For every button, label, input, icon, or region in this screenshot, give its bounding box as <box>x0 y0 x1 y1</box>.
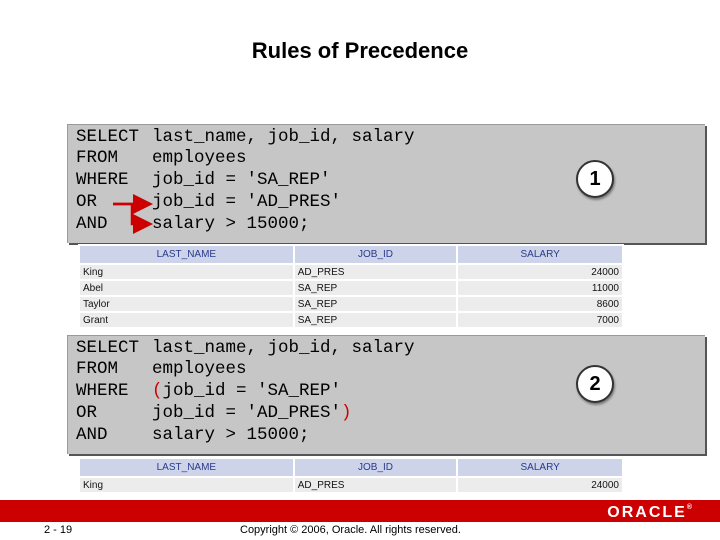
table-cell: 11000 <box>457 280 623 296</box>
column-header: LAST_NAME <box>79 458 294 477</box>
code-line: SELECT last_name, job_id, salary <box>76 127 415 147</box>
table-row <box>79 264 623 280</box>
table-row <box>79 296 623 312</box>
code-line: FROM employees <box>76 359 247 379</box>
table-row <box>79 280 623 296</box>
code-line: FROM employees <box>76 148 247 168</box>
oracle-logo: ORACLE® <box>607 504 692 521</box>
result-table-1 <box>78 244 624 329</box>
step-badge-1: 1 <box>576 160 614 198</box>
table-cell: King <box>79 264 294 280</box>
result-table-2 <box>78 457 624 494</box>
table-cell: 7000 <box>457 312 623 328</box>
table-cell: 8600 <box>457 296 623 312</box>
open-paren: ( <box>152 381 163 401</box>
table-cell: SA_REP <box>294 296 458 312</box>
code-line: SELECT last_name, job_id, salary <box>76 338 415 358</box>
code-line: WHERE job_id = 'SA_REP' <box>76 170 331 190</box>
table-cell: Taylor <box>79 296 294 312</box>
code-line: WHERE (job_id = 'SA_REP' <box>76 381 342 401</box>
table-header-row <box>79 458 623 477</box>
code-line: AND salary > 15000; <box>76 214 310 234</box>
copyright-text: Copyright © 2006, Oracle. All rights reserved. <box>240 524 461 536</box>
step-badge-2: 2 <box>576 365 614 403</box>
table-cell: SA_REP <box>294 280 458 296</box>
table-cell: King <box>79 477 294 493</box>
table-row <box>79 312 623 328</box>
table-cell: Abel <box>79 280 294 296</box>
column-header: SALARY <box>457 245 623 264</box>
table-cell: Grant <box>79 312 294 328</box>
column-header: JOB_ID <box>294 458 458 477</box>
table-cell: AD_PRES <box>294 264 458 280</box>
table-header-row <box>79 245 623 264</box>
slide-title: Rules of Precedence <box>251 38 469 63</box>
code-line: AND salary > 15000; <box>76 425 310 445</box>
table-cell: AD_PRES <box>294 477 458 493</box>
arrow-icon <box>113 204 148 224</box>
column-header: LAST_NAME <box>79 245 294 264</box>
code-line: OR job_id = 'AD_PRES') <box>76 403 352 423</box>
table-cell: 24000 <box>457 264 623 280</box>
column-header: SALARY <box>457 458 623 477</box>
column-header: JOB_ID <box>294 245 458 264</box>
table-cell: SA_REP <box>294 312 458 328</box>
table-row <box>79 477 623 493</box>
page-number: 2 - 19 <box>44 524 73 536</box>
code-line: OR job_id = 'AD_PRES' <box>76 192 342 212</box>
table-cell: 24000 <box>457 477 623 493</box>
close-paren: ) <box>341 403 352 423</box>
